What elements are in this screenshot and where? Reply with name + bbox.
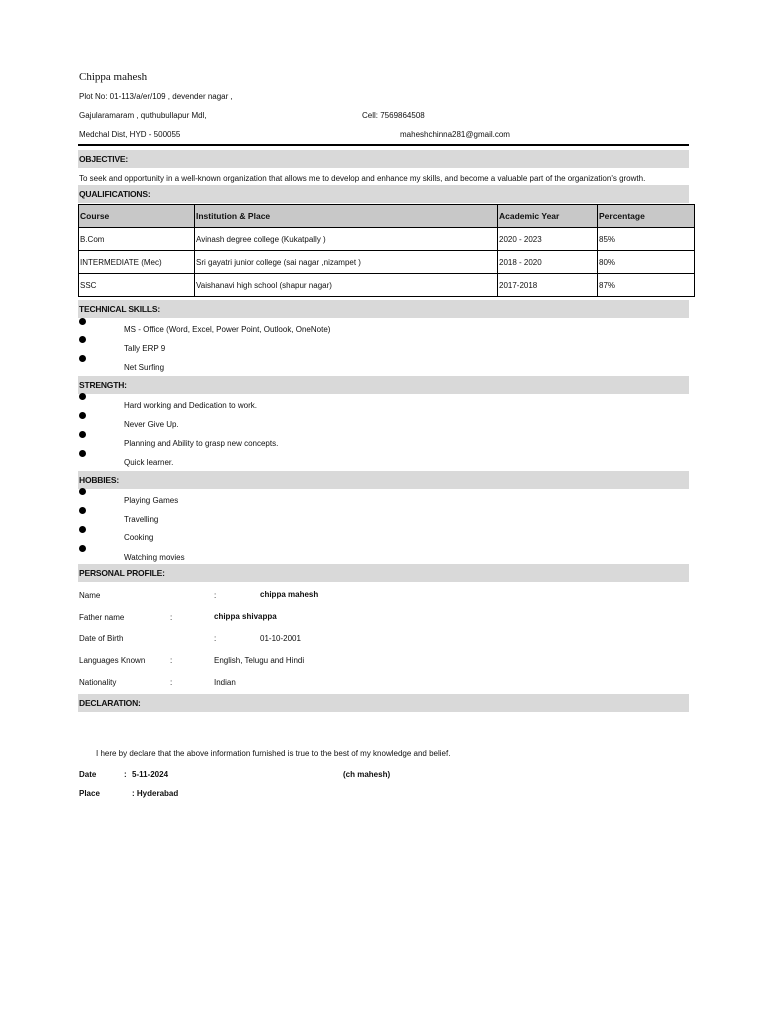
profile-nationality-value: Indian	[214, 678, 236, 687]
date-value: 5-11-2024	[132, 770, 169, 779]
profile-father-label: Father name	[79, 613, 125, 622]
skill-item: Tally ERP 9	[124, 344, 166, 353]
objective-text: To seek and opportunity in a well-known organization that allows me to develop and enhance my skills, and become a valuable part of the organization's growth.	[79, 174, 646, 183]
hobby-item: Cooking	[124, 533, 154, 542]
profile-name-value: chippa mahesh	[260, 590, 319, 599]
hobbies-heading: HOBBIES:	[79, 475, 119, 485]
cell-institution: Sri gayatri junior college (sai nagar ,nizampet )	[195, 251, 498, 274]
cell-course: SSC	[79, 274, 195, 297]
hobby-item: Playing Games	[124, 496, 179, 505]
profile-name-label: Name	[79, 591, 101, 600]
objective-heading: OBJECTIVE:	[79, 154, 129, 164]
profile-dob-value: 01-10-2001	[260, 634, 301, 643]
profile-father-separator: :	[170, 613, 173, 622]
bullet-icon	[79, 412, 86, 419]
declaration-text: I here by declare that the above information furnished is true to the best of my knowledge and belief.	[96, 749, 451, 758]
cell-course: B.Com	[79, 228, 195, 251]
cell-percentage: 80%	[598, 251, 695, 274]
skills-heading: TECHNICAL SKILLS:	[79, 304, 160, 314]
profile-father-value: chippa shivappa	[214, 612, 277, 621]
bullet-icon	[79, 545, 86, 552]
bullet-icon	[79, 318, 86, 325]
header-divider	[78, 144, 689, 146]
column-header-course: Course	[79, 205, 195, 228]
applicant-name: Chippa mahesh	[79, 71, 148, 83]
table-row	[79, 228, 695, 251]
profile-nationality-separator: :	[170, 678, 173, 687]
skill-item: MS - Office (Word, Excel, Power Point, Outlook, OneNote)	[124, 325, 331, 334]
profile-name-separator: :	[214, 591, 217, 600]
bullet-icon	[79, 431, 86, 438]
hobby-item: Travelling	[124, 515, 159, 524]
strength-section-header	[78, 376, 689, 394]
qualifications-table	[78, 204, 695, 297]
cell-percentage: 87%	[598, 274, 695, 297]
cell-institution: Vaishanavi high school (shapur nagar)	[195, 274, 498, 297]
cell-number: Cell: 7569864508	[362, 111, 425, 120]
table-row	[79, 274, 695, 297]
strength-item: Quick learner.	[124, 458, 174, 467]
declaration-heading: DECLARATION:	[79, 698, 141, 708]
place-value: : Hyderabad	[132, 789, 179, 798]
strength-item: Hard working and Dedication to work.	[124, 401, 257, 410]
cell-year: 2020 - 2023	[498, 228, 598, 251]
date-label: Date	[79, 770, 97, 779]
cell-percentage: 85%	[598, 228, 695, 251]
bullet-icon	[79, 488, 86, 495]
bullet-icon	[79, 526, 86, 533]
profile-nationality-label: Nationality	[79, 678, 117, 687]
profile-section-header	[78, 564, 689, 582]
address-line-1: Plot No: 01-113/a/er/109 , devender nagar ,	[79, 92, 233, 101]
bullet-icon	[79, 507, 86, 514]
bullet-icon	[79, 450, 86, 457]
signature-name: (ch mahesh)	[343, 770, 391, 779]
profile-heading: PERSONAL PROFILE:	[79, 568, 165, 578]
qualifications-heading: QUALIFICATIONS:	[79, 189, 151, 199]
strength-item: Never Give Up.	[124, 420, 179, 429]
strength-item: Planning and Ability to grasp new concepts.	[124, 439, 279, 448]
skills-section-header	[78, 300, 689, 318]
cell-year: 2018 - 2020	[498, 251, 598, 274]
bullet-icon	[79, 355, 86, 362]
column-header-year: Academic Year	[498, 205, 598, 228]
hobby-item: Watching movies	[124, 553, 185, 562]
hobbies-section-header	[78, 471, 689, 489]
profile-dob-separator: :	[214, 634, 217, 643]
address-line-2: Gajularamaram , quthubullapur Mdl,	[79, 111, 207, 120]
declaration-section-header	[78, 694, 689, 712]
profile-dob-label: Date of Birth	[79, 634, 124, 643]
address-line-3: Medchal Dist, HYD - 500055	[79, 130, 181, 139]
column-header-percentage: Percentage	[598, 205, 695, 228]
profile-languages-value: English, Telugu and Hindi	[214, 656, 305, 665]
strength-heading: STRENGTH:	[79, 380, 127, 390]
table-row	[79, 251, 695, 274]
column-header-institution: Institution & Place	[195, 205, 498, 228]
qualifications-section-header	[78, 185, 689, 203]
skill-item: Net Surfing	[124, 363, 165, 372]
profile-languages-separator: :	[170, 656, 173, 665]
cell-institution: Avinash degree college (Kukatpally )	[195, 228, 498, 251]
profile-languages-label: Languages Known	[79, 656, 146, 665]
bullet-icon	[79, 336, 86, 343]
objective-section-header	[78, 150, 689, 168]
date-separator: :	[124, 770, 127, 779]
bullet-icon	[79, 393, 86, 400]
cell-course: INTERMEDIATE (Mec)	[79, 251, 195, 274]
place-label: Place	[79, 789, 100, 798]
email-address: maheshchinna281@gmail.com	[400, 130, 510, 139]
table-header-row	[79, 205, 695, 228]
cell-year: 2017-2018	[498, 274, 598, 297]
